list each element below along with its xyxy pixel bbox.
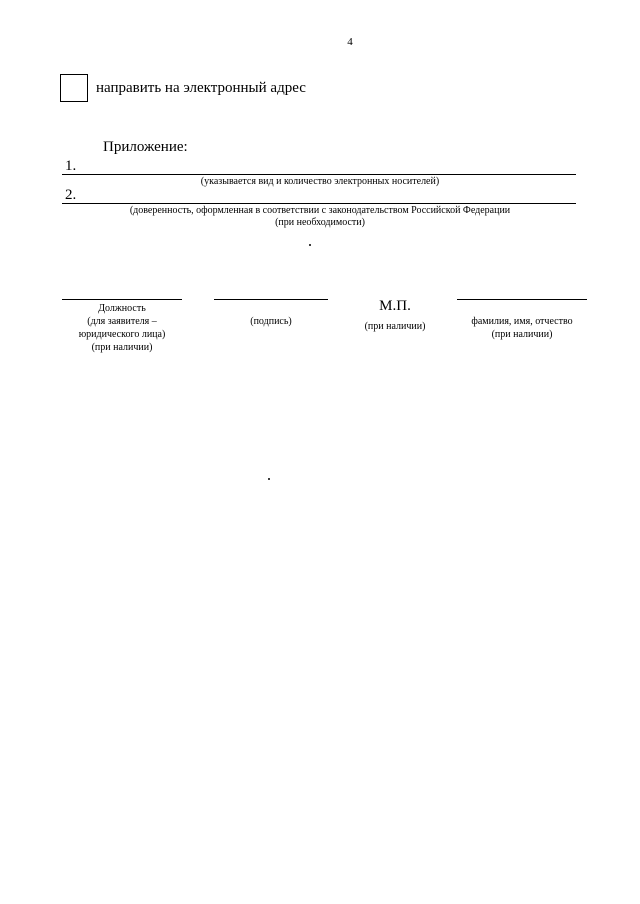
attachment-item-2-number: 2.	[65, 187, 77, 203]
position-caption-line2: (для заявителя –	[87, 316, 157, 327]
attachment-item-2-caption-line2: (при необходимости)	[275, 217, 365, 228]
position-line[interactable]	[62, 299, 182, 300]
email-delivery-checkbox[interactable]	[60, 74, 88, 102]
attachment-item-1-caption: (указывается вид и количество электронных носителей)	[200, 176, 440, 187]
attachment-item-1-number: 1.	[65, 158, 77, 174]
stamp-caption: (при наличии)	[364, 321, 426, 332]
attachment-item-1-line[interactable]	[62, 174, 576, 175]
signature-caption: (подпись)	[250, 316, 292, 327]
full-name-caption-line2: (при наличии)	[491, 329, 553, 340]
attachment-item-2-caption-line1: (доверенность, оформленная в соответствии с законодательством Российской Федерации	[129, 205, 511, 216]
position-caption-line1: Должность	[98, 303, 146, 314]
stray-mark	[309, 244, 311, 246]
signature-line[interactable]	[214, 299, 328, 300]
position-caption-line3: юридического лица)	[78, 329, 166, 340]
stamp-title: М.П.	[379, 298, 411, 314]
attachment-item-2-line[interactable]	[62, 203, 576, 204]
full-name-line[interactable]	[457, 299, 587, 300]
position-caption-line4: (при наличии)	[91, 342, 153, 353]
email-delivery-label: направить на электронный адрес	[96, 80, 306, 96]
stray-mark	[268, 478, 270, 480]
attachment-heading: Приложение:	[103, 139, 188, 155]
page-number: 4	[347, 36, 353, 48]
full-name-caption-line1: фамилия, имя, отчество	[471, 316, 573, 327]
